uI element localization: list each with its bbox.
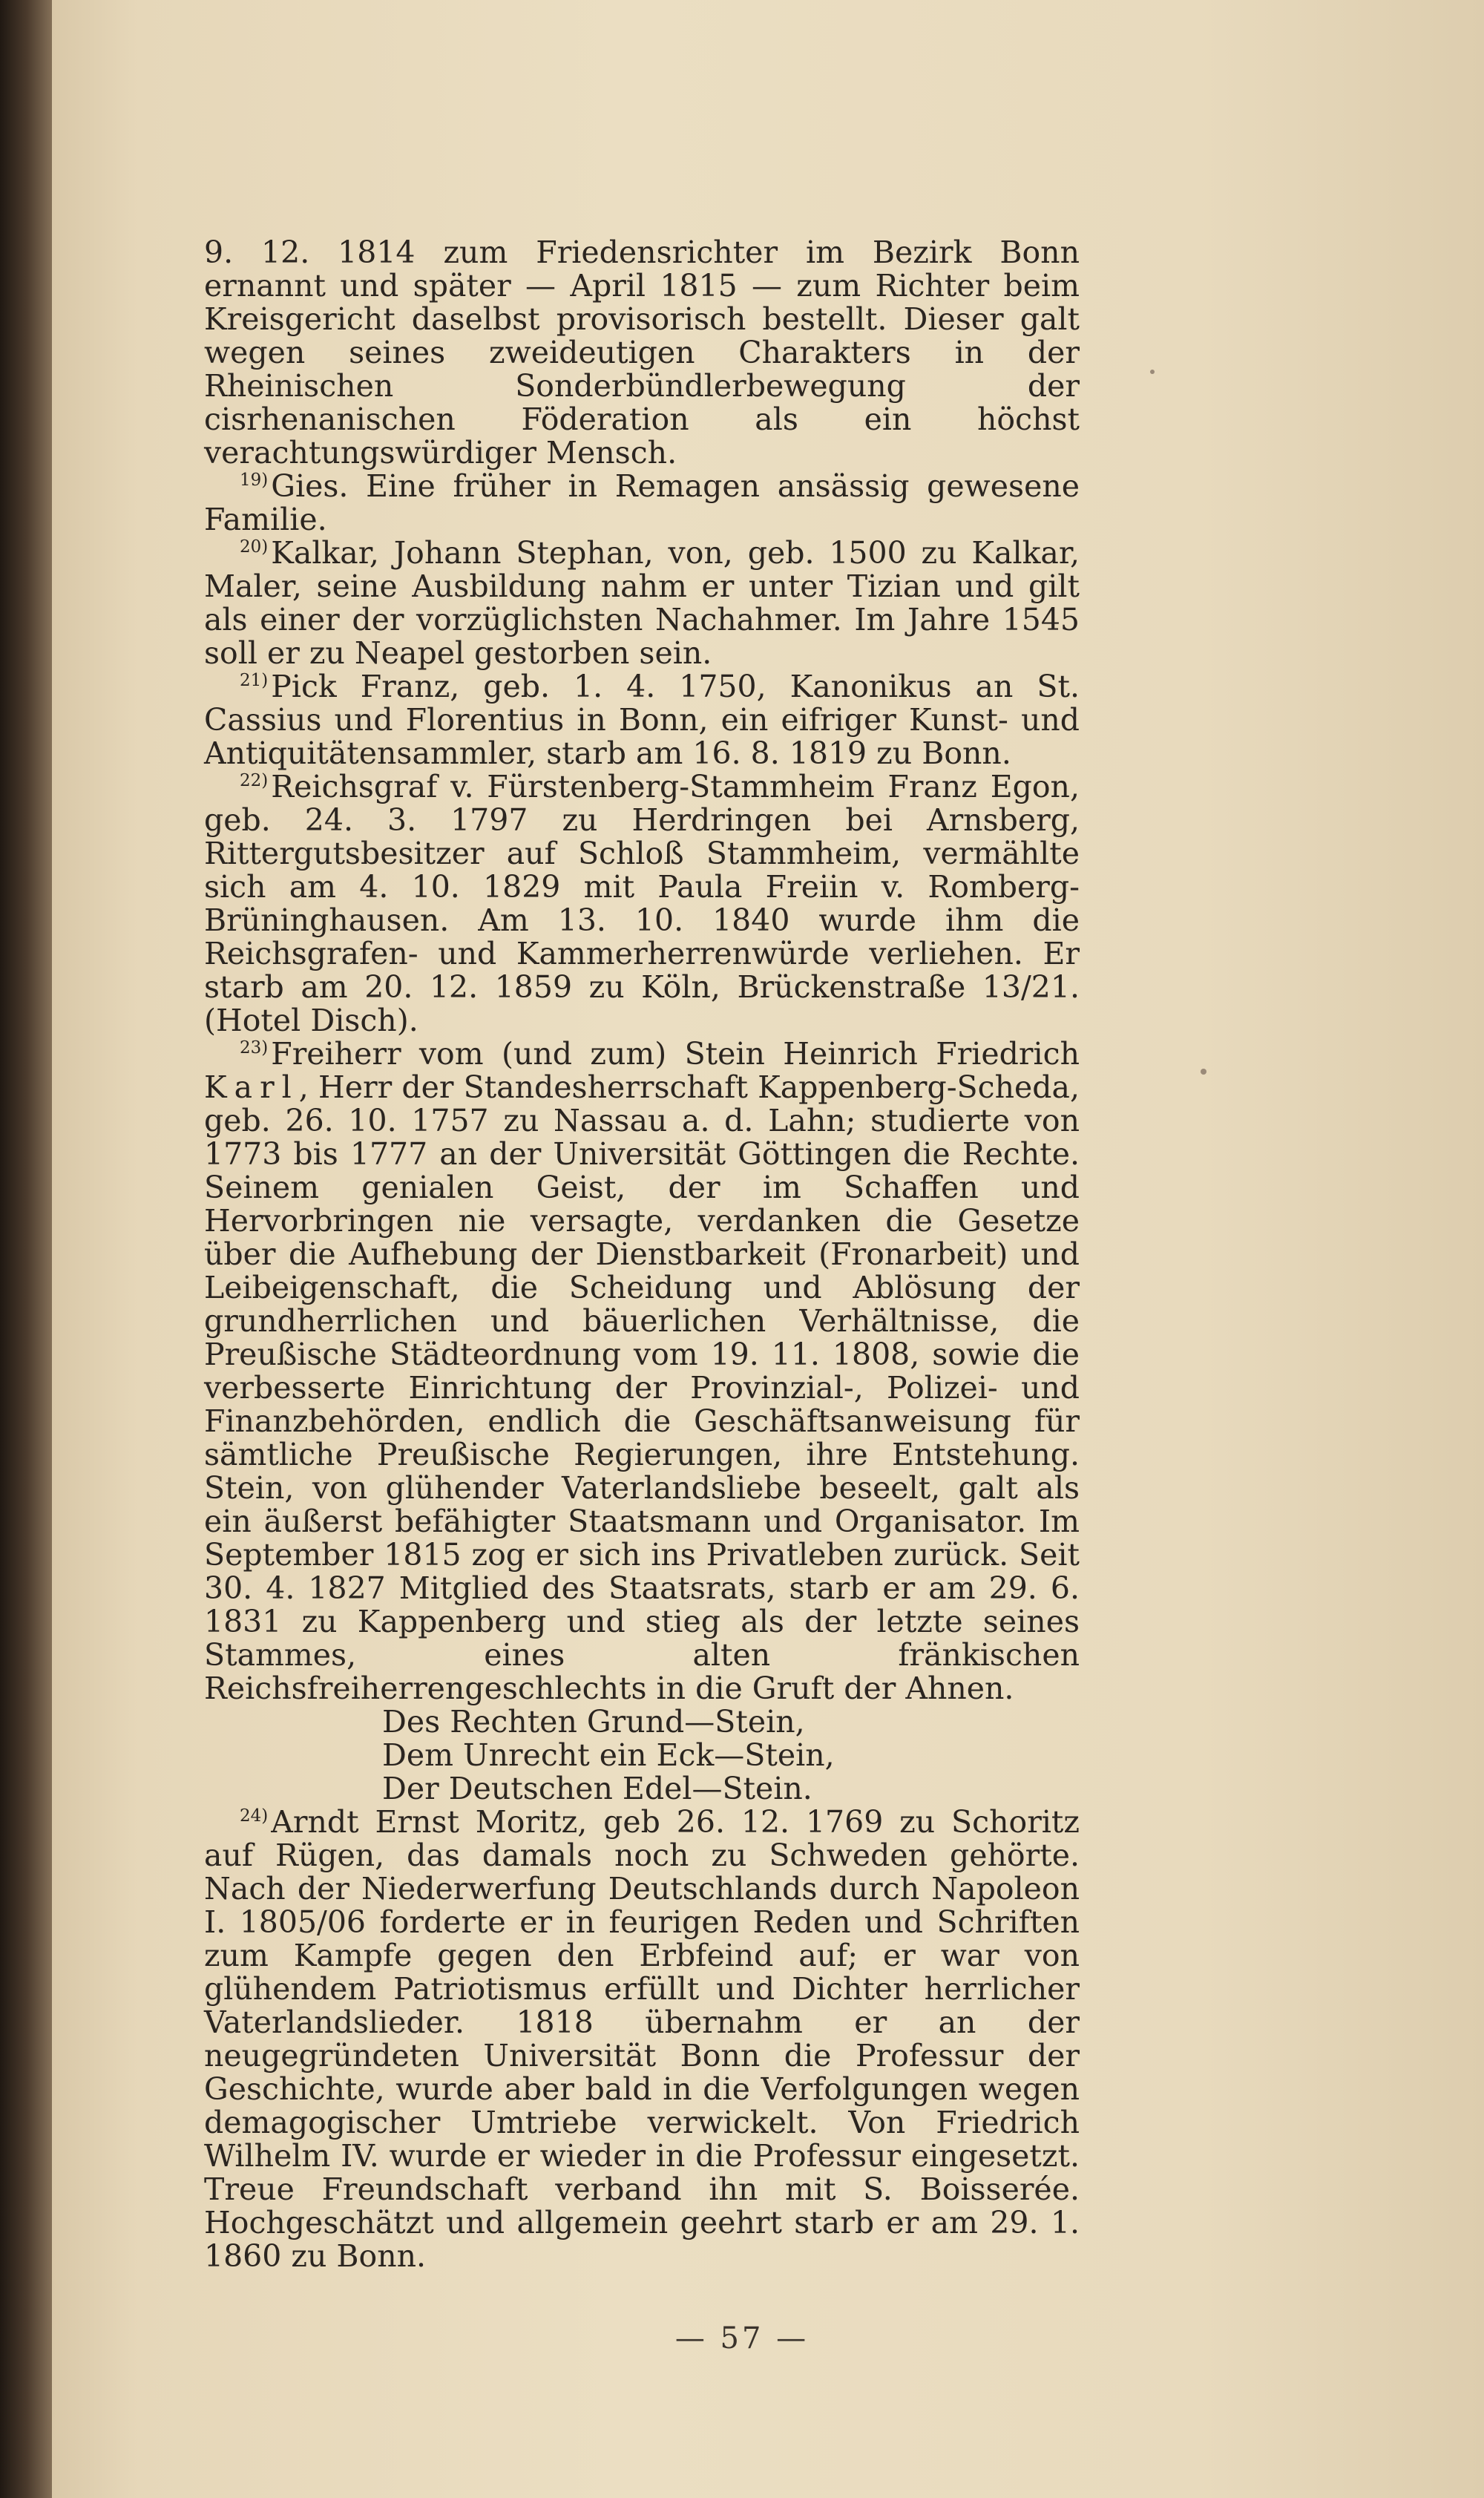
- footnote-body: Arndt Ernst Moritz, geb 26. 12. 1769 zu Schoritz auf Rügen, das damals noch zu Schweden gehörte. Nach der Niederwerfung Deutschlands durch Napoleon I. 1805/06 forderte er in feurigen Reden und Schriften zum Kampfe gegen den Erbfeind auf; er war von glühendem Patriotismus erfüllt und Dichter herrlicher Vaterlandslieder. 1818 übernahm er an der neugegründeten Universität Bonn die Professur der Geschichte, wurde aber bald in die Verfolgungen wegen demagogischer Umtriebe verwickelt. Von Friedrich Wilhelm IV. wurde er wieder in die Professur eingesetzt. Treue Freundschaft verband ihn mit S. Boisserée. Hochgeschätzt und allgemein geehrt starb er am 29. 1. 1860 zu Bonn.: [204, 1804, 1080, 2274]
- footnote-body: Gies. Eine früher in Remagen ansässig gewesene Familie.: [204, 468, 1080, 537]
- footnote-lead: Freiherr vom (und zum) Stein Heinrich Friedrich: [271, 1036, 1080, 1072]
- footnote-body: Reichsgraf v. Fürstenberg-Stammheim Franz Egon, geb. 24. 3. 1797 zu Herdringen bei Arnsberg, Rittergutsbesitzer auf Schloß Stammheim, vermählte sich am 4. 10. 1829 mit Paula Freiin v. Romberg-Brüninghausen. Am 13. 10. 1840 wurde ihm die Reichsgrafen- und Kammerherrenwürde verliehen. Er starb am 20. 12. 1859 zu Köln, Brückenstraße 13/21. (Hotel Disch).: [204, 769, 1080, 1038]
- verse-line: Der Deutschen Edel—Stein.: [382, 1771, 812, 1806]
- verse-line: Dem Unrecht ein Eck—Stein,: [382, 1737, 835, 1773]
- footnote-22: [204, 770, 1080, 1037]
- footnote-number: 19): [240, 471, 269, 491]
- footnote-23: [204, 1037, 1080, 1705]
- footnote-number: 21): [240, 671, 269, 691]
- footnote-19: [204, 470, 1080, 537]
- paper-speck: [1201, 1069, 1206, 1075]
- footnote-body: , Herr der Standesherrschaft Kappenberg-Scheda, geb. 26. 10. 1757 zu Nassau a. d. Lahn; studierte von 1773 bis 1777 an der Universität Göttingen die Rechte. Seinem genialen Geist, der im Schaffen und Hervorbringen nie versagte, verdanken die Gesetze über die Aufhebung der Dienstbarkeit (Fronarbeit) und Leibeigenschaft, die Scheidung und Ablösung der grundherrlichen und bäuerlichen Verhältnisse, die Preußische Städteordnung vom 19. 11. 1808, sowie die verbesserte Einrichtung der Provinzial-, Polizei- und Finanzbehörden, endlich die Geschäftsanweisung für sämtliche Preußische Regierungen, ihre Entstehung. Stein, von glühender Vaterlandsliebe beseelt, galt als ein äußerst befähigter Staatsmann und Organisator. Im September 1815 zog er sich ins Privatleben zurück. Seit 30. 4. 1827 Mitglied des Staatsrats, starb er am 29. 6. 1831 zu Kappenberg und stieg als der letzte seines Stammes, eines alten fränkischen Reichsfreiherrengeschlechts in die Gruft der Ahnen.: [204, 1069, 1080, 1706]
- footnote-number: 23): [240, 1038, 269, 1058]
- page-number: — 57 —: [674, 2321, 810, 2356]
- paper-speck: [1150, 370, 1155, 374]
- footnote-24: [204, 1806, 1080, 2273]
- footnote-body: Kalkar, Johann Stephan, von, geb. 1500 zu Kalkar, Maler, seine Ausbildung nahm er unter Tizian und gilt als einer der vorzüglichsten Nachahmer. Im Jahre 1545 soll er zu Neapel gestorben sein.: [204, 535, 1080, 671]
- footnote-text-block: [204, 236, 1080, 2273]
- footnote-21: [204, 670, 1080, 770]
- footnote-number: 22): [240, 771, 269, 791]
- continuation-paragraph: 9. 12. 1814 zum Friedensrichter im Bezirk Bonn ernannt und später — April 1815 — zum Richter beim Kreisgericht daselbst provisorisch bestellt. Dieser galt wegen seines zweideutigen Charakters in der Rheinischen Sonderbündlerbewegung der cisrhenanischen Föderation als ein höchst verachtungswürdiger Mensch.: [204, 235, 1080, 471]
- footnote-number: 20): [240, 537, 269, 557]
- footnote-body: Pick Franz, geb. 1. 4. 1750, Kanonikus an St. Cassius und Florentius in Bonn, ein eifriger Kunst- und Antiquitätensammler, starb am 16. 8. 1819 zu Bonn.: [204, 669, 1080, 771]
- verse-line: Des Rechten Grund—Stein,: [382, 1704, 805, 1740]
- footnote-number: 24): [240, 1806, 269, 1826]
- footnote-spaced-name: Karl: [204, 1069, 299, 1105]
- footnote-20: [204, 537, 1080, 670]
